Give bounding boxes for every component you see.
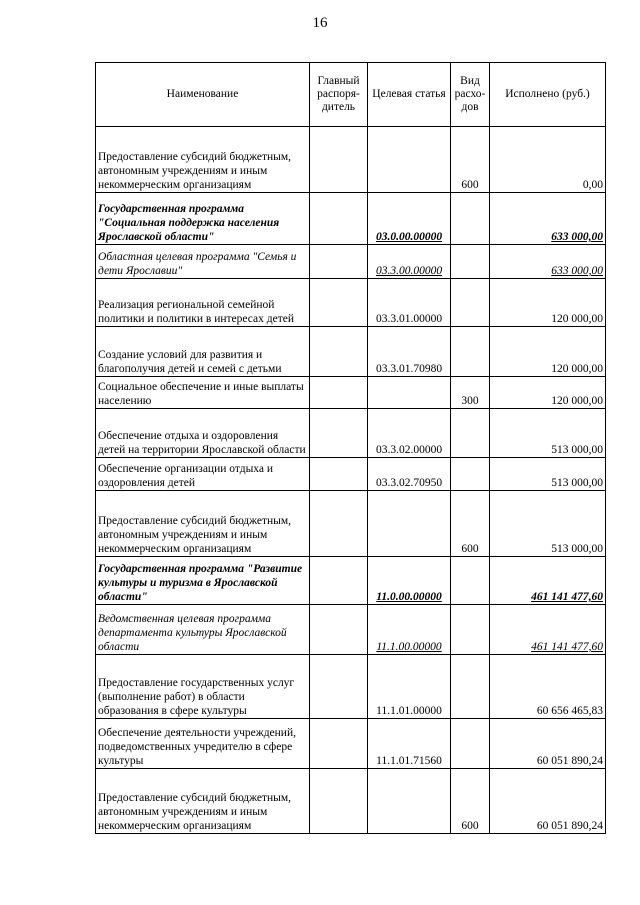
table-body bbox=[96, 127, 606, 834]
row-amount: 120 000,00 bbox=[490, 377, 606, 409]
row-amount: 120 000,00 bbox=[490, 279, 606, 327]
row-admin bbox=[310, 605, 368, 655]
row-admin bbox=[310, 279, 368, 327]
row-article: 11.0.00.00000 bbox=[368, 557, 451, 605]
row-amount: 0,00 bbox=[490, 127, 606, 193]
table-row bbox=[96, 327, 606, 377]
row-type: 600 bbox=[451, 769, 490, 834]
row-article: 03.3.00.00000 bbox=[368, 245, 451, 279]
table-row bbox=[96, 769, 606, 834]
row-name: Предоставление государственных услуг (выполнение работ) в области образования в сфере культуры bbox=[96, 655, 310, 719]
table-row bbox=[96, 127, 606, 193]
row-name: Реализация региональной семейной политики и политики в интересах детей bbox=[96, 279, 310, 327]
row-admin bbox=[310, 491, 368, 557]
row-article: 03.3.01.70980 bbox=[368, 327, 451, 377]
row-type: 300 bbox=[451, 377, 490, 409]
row-amount: 60 051 890,24 bbox=[490, 719, 606, 769]
header-name: Наименование bbox=[96, 63, 310, 127]
header-admin: Главный распоря-дитель bbox=[310, 63, 368, 127]
header-article: Целевая статья bbox=[368, 63, 451, 127]
row-admin bbox=[310, 377, 368, 409]
row-amount: 513 000,00 bbox=[490, 409, 606, 458]
table-row bbox=[96, 719, 606, 769]
row-name: Государственная программа "Социальная поддержка населения Ярославской области" bbox=[96, 193, 310, 245]
table-row bbox=[96, 557, 606, 605]
row-type bbox=[451, 458, 490, 491]
table-row bbox=[96, 409, 606, 458]
row-admin bbox=[310, 769, 368, 834]
row-name: Социальное обеспечение и иные выплаты населению bbox=[96, 377, 310, 409]
header-amount: Исполнено (руб.) bbox=[490, 63, 606, 127]
row-name: Создание условий для развития и благополучия детей и семей с детьми bbox=[96, 327, 310, 377]
row-type bbox=[451, 409, 490, 458]
row-article: 11.1.01.71560 bbox=[368, 719, 451, 769]
row-name: Ведомственная целевая программа департамента культуры Ярославской области bbox=[96, 605, 310, 655]
row-admin bbox=[310, 655, 368, 719]
row-name: Государственная программа "Развитие культуры и туризма в Ярославской области" bbox=[96, 557, 310, 605]
row-article: 03.0.00.00000 bbox=[368, 193, 451, 245]
row-name: Предоставление субсидий бюджетным, автономным учреждениям и иным некоммерческим организациям bbox=[96, 127, 310, 193]
row-type bbox=[451, 193, 490, 245]
row-article bbox=[368, 491, 451, 557]
row-admin bbox=[310, 193, 368, 245]
row-article bbox=[368, 127, 451, 193]
row-amount: 513 000,00 bbox=[490, 458, 606, 491]
header-type: Вид расхо-дов bbox=[451, 63, 490, 127]
row-type bbox=[451, 605, 490, 655]
row-amount: 120 000,00 bbox=[490, 327, 606, 377]
row-name: Обеспечение деятельности учреждений, подведомственных учредителю в сфере культуры bbox=[96, 719, 310, 769]
row-article bbox=[368, 377, 451, 409]
row-article: 03.3.01.00000 bbox=[368, 279, 451, 327]
table-row bbox=[96, 377, 606, 409]
row-type bbox=[451, 245, 490, 279]
row-admin bbox=[310, 458, 368, 491]
row-admin bbox=[310, 409, 368, 458]
table-row bbox=[96, 245, 606, 279]
row-article: 11.1.01.00000 bbox=[368, 655, 451, 719]
table-row bbox=[96, 193, 606, 245]
row-type bbox=[451, 279, 490, 327]
row-admin bbox=[310, 245, 368, 279]
row-type bbox=[451, 327, 490, 377]
row-type bbox=[451, 557, 490, 605]
row-article: 11.1.00.00000 bbox=[368, 605, 451, 655]
row-admin bbox=[310, 327, 368, 377]
row-type bbox=[451, 655, 490, 719]
row-type: 600 bbox=[451, 491, 490, 557]
budget-table bbox=[95, 62, 606, 834]
row-name: Обеспечение отдыха и оздоровления детей на территории Ярославской области bbox=[96, 409, 310, 458]
row-name: Областная целевая программа "Семья и дети Ярославии" bbox=[96, 245, 310, 279]
table-row bbox=[96, 279, 606, 327]
table-row bbox=[96, 655, 606, 719]
row-amount: 513 000,00 bbox=[490, 491, 606, 557]
table-row bbox=[96, 605, 606, 655]
row-article: 03.3.02.00000 bbox=[368, 409, 451, 458]
table-row bbox=[96, 491, 606, 557]
row-name: Предоставление субсидий бюджетным, автономным учреждениям и иным некоммерческим организациям bbox=[96, 769, 310, 834]
row-type bbox=[451, 719, 490, 769]
row-admin bbox=[310, 719, 368, 769]
row-amount: 461 141 477,60 bbox=[490, 605, 606, 655]
row-amount: 60 051 890,24 bbox=[490, 769, 606, 834]
row-amount: 60 656 465,83 bbox=[490, 655, 606, 719]
row-name: Предоставление субсидий бюджетным, автономным учреждениям и иным некоммерческим организациям bbox=[96, 491, 310, 557]
row-article: 03.3.02.70950 bbox=[368, 458, 451, 491]
row-amount: 633 000,00 bbox=[490, 245, 606, 279]
table-row bbox=[96, 458, 606, 491]
row-admin bbox=[310, 127, 368, 193]
row-type: 600 bbox=[451, 127, 490, 193]
row-amount: 633 000,00 bbox=[490, 193, 606, 245]
page-number: 16 bbox=[312, 15, 328, 31]
row-admin bbox=[310, 557, 368, 605]
row-amount: 461 141 477,60 bbox=[490, 557, 606, 605]
row-name: Обеспечение организации отдыха и оздоровления детей bbox=[96, 458, 310, 491]
row-article bbox=[368, 769, 451, 834]
